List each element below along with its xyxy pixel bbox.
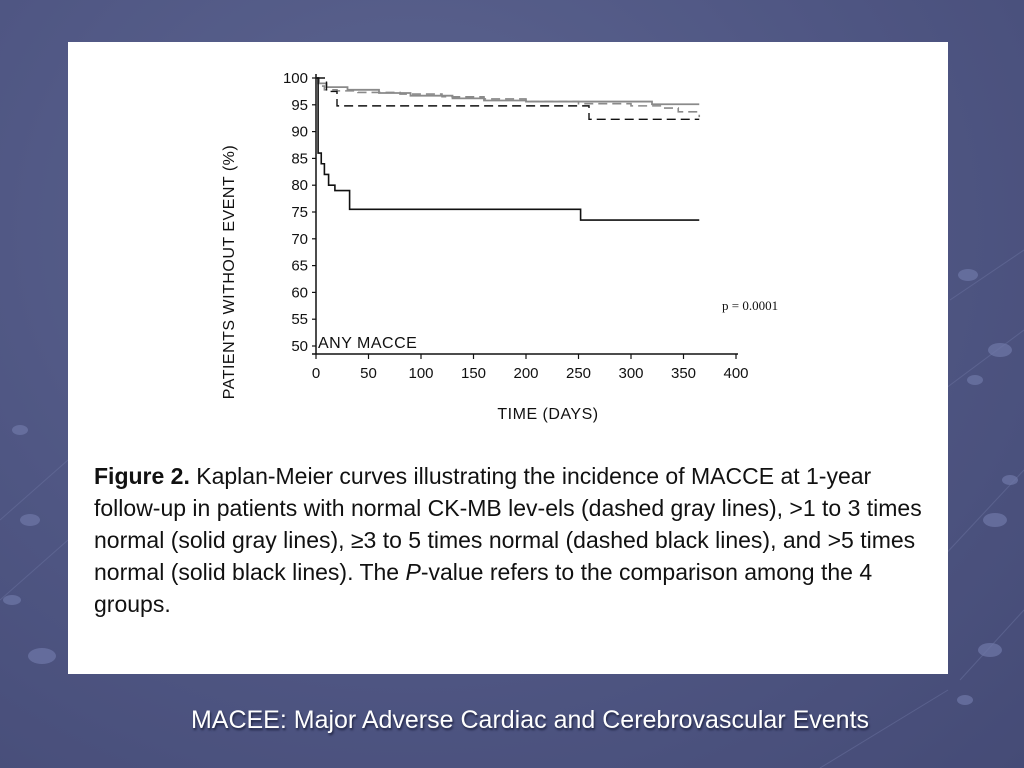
- caption-text-1: Kaplan-Meier curves illustrating the incidence of MACCE at 1-year follow-up in patients with normal CK-MB lev-els (dashed gray lines), >1 to 3 times normal (solid gray lines), ≥3 to 5 times normal (dashed black lines), and >5 times normal (solid black lines). The: [94, 463, 922, 585]
- footnote-abbreviation: MACEE: Major Adverse Cardiac and Cerebrovascular Events: [190, 706, 870, 734]
- x-tick-label: 250: [565, 365, 592, 382]
- x-axis-label: TIME (DAYS): [497, 406, 599, 423]
- caption-p-italic: P: [405, 559, 421, 585]
- y-tick-label: 95: [291, 96, 308, 114]
- x-tick-label: 200: [513, 365, 539, 382]
- x-tick-label: 100: [408, 365, 434, 382]
- x-tick-label: 150: [460, 365, 487, 382]
- y-tick-label: 90: [291, 123, 308, 141]
- figure-panel: [68, 42, 948, 674]
- kaplan-meier-chart: [68, 42, 948, 442]
- km-curve-solid-gray: [316, 78, 699, 104]
- y-tick-label: 100: [282, 70, 308, 87]
- y-axis-label: PATIENTS WITHOUT EVENT (%): [221, 144, 238, 400]
- y-tick-label: 80: [291, 177, 308, 195]
- figure-number: Figure 2.: [94, 463, 190, 489]
- y-tick-label: 85: [291, 150, 308, 168]
- any-macce-label: ANY MACCE: [318, 335, 418, 352]
- y-tick-label: 60: [291, 284, 308, 302]
- x-tick-label: 50: [360, 365, 377, 382]
- y-tick-label: 50: [291, 338, 308, 355]
- y-tick-label: 55: [291, 311, 308, 329]
- x-tick-label: 400: [723, 365, 749, 382]
- x-tick-label: 350: [670, 365, 697, 382]
- p-value-label: p = 0.0001: [722, 298, 779, 313]
- y-tick-label: 75: [291, 204, 308, 221]
- caption-text-2: -value refers to the comparison among the 4 groups.: [94, 559, 873, 617]
- km-curve-dashed-gray: [316, 78, 699, 117]
- x-tick-label: 300: [618, 365, 644, 382]
- y-tick-label: 70: [291, 230, 308, 248]
- figure-caption: [94, 460, 924, 620]
- y-tick-label: 65: [291, 257, 308, 275]
- x-tick-label: 0: [311, 365, 321, 382]
